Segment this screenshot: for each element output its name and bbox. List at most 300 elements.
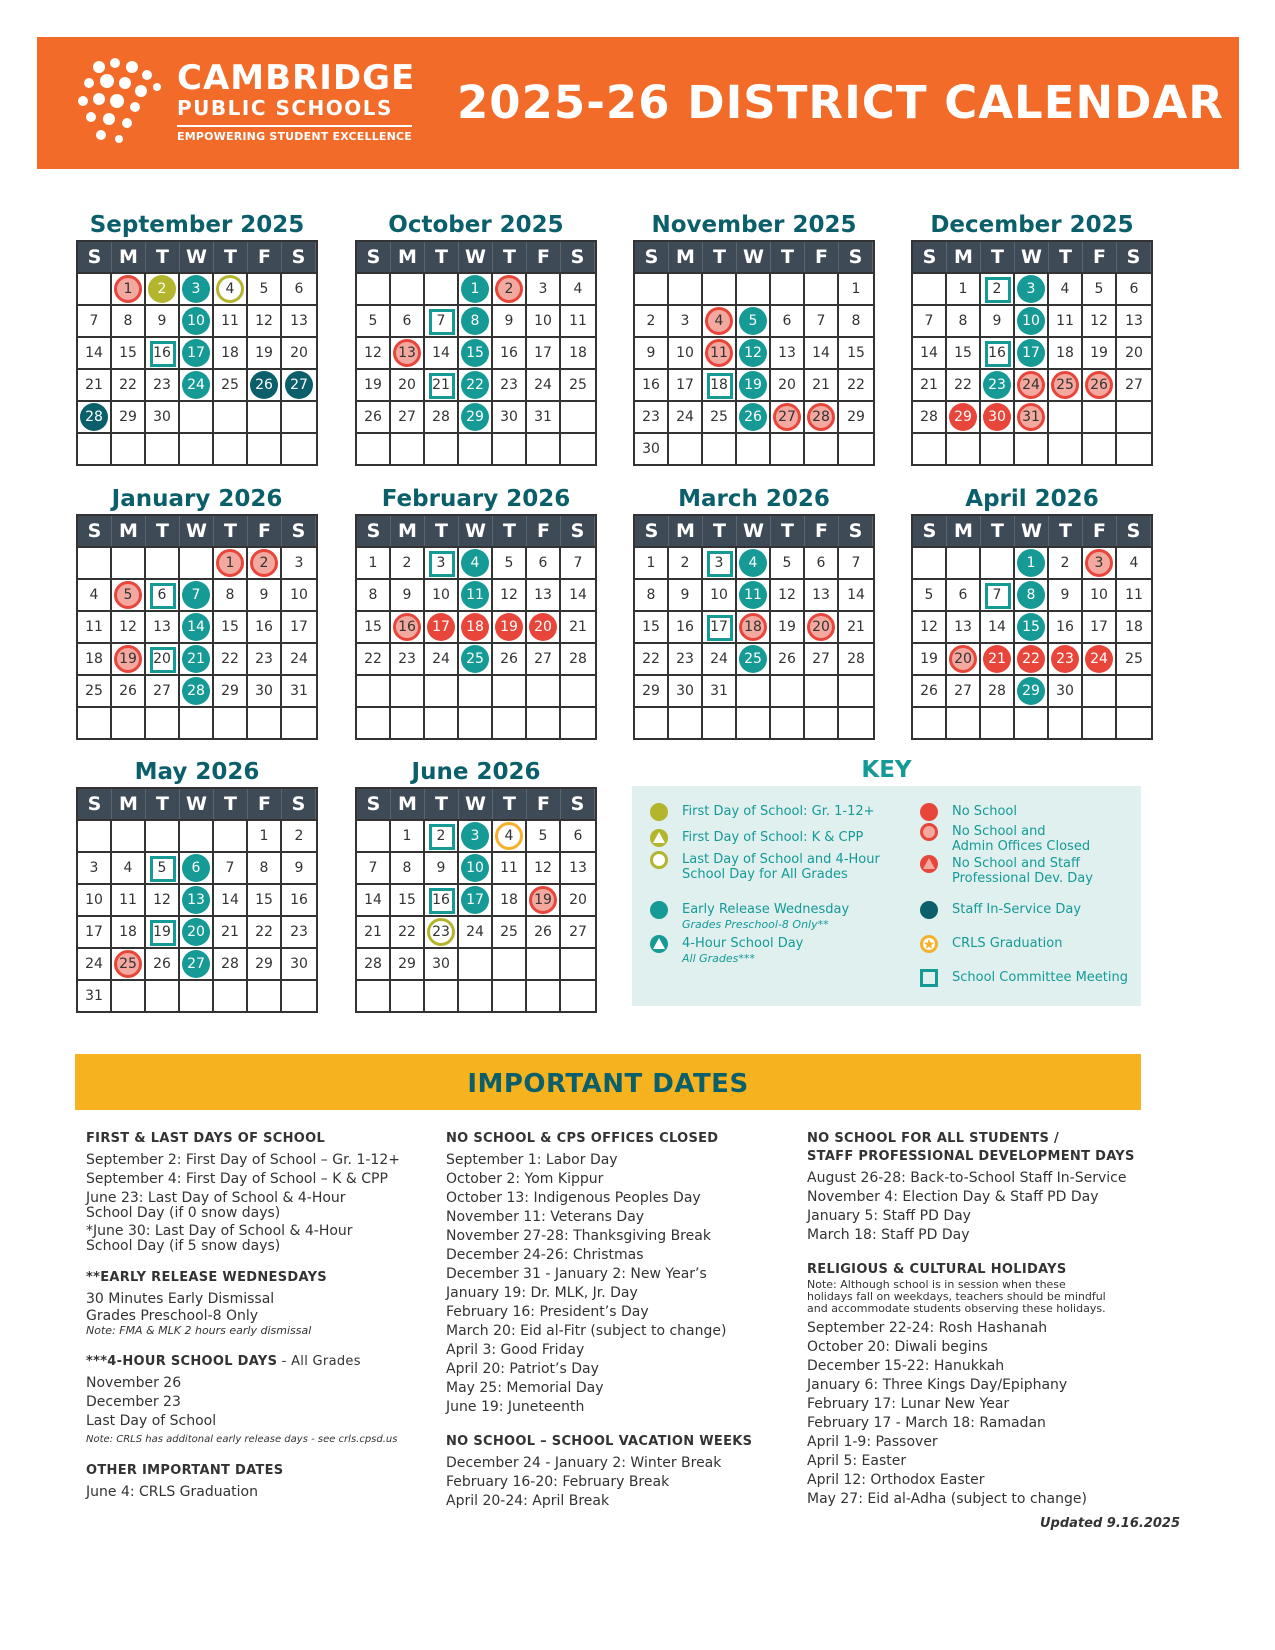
day-cell[interactable] [459,272,493,304]
day-cell[interactable] [78,947,112,979]
day-cell[interactable] [146,851,180,883]
day-cell[interactable] [1083,642,1117,674]
day-cell[interactable] [913,336,947,368]
day-cell[interactable] [282,336,316,368]
day-cell[interactable] [561,610,595,642]
day-cell[interactable] [78,336,112,368]
day-cell[interactable] [391,883,425,915]
day-cell[interactable] [493,368,527,400]
day-cell[interactable] [947,400,981,432]
day-cell[interactable] [527,642,561,674]
day-cell[interactable] [1015,610,1049,642]
day-cell[interactable] [1117,272,1151,304]
day-cell[interactable] [981,272,1015,304]
day-cell[interactable] [459,578,493,610]
day-cell[interactable] [527,304,561,336]
day-cell[interactable] [493,915,527,947]
day-cell[interactable] [180,947,214,979]
day-cell[interactable] [635,336,669,368]
day-cell[interactable] [248,368,282,400]
day-cell[interactable] [947,336,981,368]
day-cell[interactable] [112,272,146,304]
day-cell[interactable] [391,368,425,400]
day-cell[interactable] [146,947,180,979]
day-cell[interactable] [771,368,805,400]
day-cell[interactable] [78,883,112,915]
day-cell[interactable] [180,368,214,400]
day-cell[interactable] [913,400,947,432]
day-cell[interactable] [1015,674,1049,706]
day-cell[interactable] [1049,674,1083,706]
day-cell[interactable] [214,304,248,336]
day-cell[interactable] [669,610,703,642]
day-cell[interactable] [180,336,214,368]
day-cell[interactable] [669,674,703,706]
day-cell[interactable] [913,578,947,610]
day-cell[interactable] [527,272,561,304]
day-cell[interactable] [112,578,146,610]
day-cell[interactable] [282,674,316,706]
day-cell[interactable] [771,304,805,336]
day-cell[interactable] [214,642,248,674]
day-cell[interactable] [635,674,669,706]
day-cell[interactable] [282,546,316,578]
day-cell[interactable] [425,915,459,947]
day-cell[interactable] [527,851,561,883]
day-cell[interactable] [1117,336,1151,368]
day-cell[interactable] [357,304,391,336]
day-cell[interactable] [391,819,425,851]
day-cell[interactable] [214,947,248,979]
day-cell[interactable] [839,400,873,432]
day-cell[interactable] [561,819,595,851]
day-cell[interactable] [561,368,595,400]
day-cell[interactable] [805,400,839,432]
day-cell[interactable] [282,642,316,674]
day-cell[interactable] [635,368,669,400]
day-cell[interactable] [527,819,561,851]
day-cell[interactable] [391,642,425,674]
day-cell[interactable] [214,883,248,915]
day-cell[interactable] [947,674,981,706]
day-cell[interactable] [493,851,527,883]
day-cell[interactable] [112,368,146,400]
day-cell[interactable] [527,883,561,915]
day-cell[interactable] [1083,546,1117,578]
day-cell[interactable] [248,851,282,883]
day-cell[interactable] [282,578,316,610]
day-cell[interactable] [112,674,146,706]
day-cell[interactable] [669,368,703,400]
day-cell[interactable] [839,304,873,336]
day-cell[interactable] [78,400,112,432]
day-cell[interactable] [180,610,214,642]
day-cell[interactable] [180,642,214,674]
day-cell[interactable] [248,578,282,610]
day-cell[interactable] [493,400,527,432]
day-cell[interactable] [1083,610,1117,642]
day-cell[interactable] [357,915,391,947]
day-cell[interactable] [425,819,459,851]
day-cell[interactable] [1049,368,1083,400]
day-cell[interactable] [527,400,561,432]
day-cell[interactable] [1083,336,1117,368]
day-cell[interactable] [981,336,1015,368]
day-cell[interactable] [357,400,391,432]
day-cell[interactable] [703,400,737,432]
day-cell[interactable] [1117,578,1151,610]
day-cell[interactable] [78,304,112,336]
day-cell[interactable] [180,883,214,915]
day-cell[interactable] [947,272,981,304]
day-cell[interactable] [214,546,248,578]
day-cell[interactable] [282,610,316,642]
day-cell[interactable] [635,578,669,610]
day-cell[interactable] [248,336,282,368]
day-cell[interactable] [493,578,527,610]
day-cell[interactable] [459,368,493,400]
day-cell[interactable] [771,400,805,432]
day-cell[interactable] [737,610,771,642]
day-cell[interactable] [981,304,1015,336]
day-cell[interactable] [391,304,425,336]
day-cell[interactable] [635,546,669,578]
day-cell[interactable] [112,336,146,368]
day-cell[interactable] [282,915,316,947]
day-cell[interactable] [561,642,595,674]
day-cell[interactable] [561,851,595,883]
day-cell[interactable] [805,642,839,674]
day-cell[interactable] [459,851,493,883]
day-cell[interactable] [703,546,737,578]
day-cell[interactable] [703,336,737,368]
day-cell[interactable] [214,915,248,947]
day-cell[interactable] [1015,272,1049,304]
day-cell[interactable] [493,304,527,336]
day-cell[interactable] [112,610,146,642]
day-cell[interactable] [771,642,805,674]
day-cell[interactable] [839,610,873,642]
day-cell[interactable] [913,610,947,642]
day-cell[interactable] [1083,578,1117,610]
day-cell[interactable] [1015,578,1049,610]
day-cell[interactable] [146,642,180,674]
day-cell[interactable] [561,272,595,304]
day-cell[interactable] [947,610,981,642]
day-cell[interactable] [1049,642,1083,674]
day-cell[interactable] [913,368,947,400]
day-cell[interactable] [391,336,425,368]
day-cell[interactable] [78,610,112,642]
day-cell[interactable] [146,272,180,304]
day-cell[interactable] [248,546,282,578]
day-cell[interactable] [425,368,459,400]
day-cell[interactable] [805,546,839,578]
day-cell[interactable] [493,883,527,915]
day-cell[interactable] [527,336,561,368]
day-cell[interactable] [737,642,771,674]
day-cell[interactable] [425,851,459,883]
day-cell[interactable] [737,546,771,578]
day-cell[interactable] [459,336,493,368]
day-cell[interactable] [357,578,391,610]
day-cell[interactable] [913,304,947,336]
day-cell[interactable] [913,642,947,674]
day-cell[interactable] [78,674,112,706]
day-cell[interactable] [112,304,146,336]
day-cell[interactable] [180,851,214,883]
day-cell[interactable] [459,819,493,851]
day-cell[interactable] [737,578,771,610]
day-cell[interactable] [947,304,981,336]
day-cell[interactable] [248,883,282,915]
day-cell[interactable] [248,642,282,674]
day-cell[interactable] [146,674,180,706]
day-cell[interactable] [248,947,282,979]
day-cell[interactable] [561,578,595,610]
day-cell[interactable] [180,578,214,610]
day-cell[interactable] [78,642,112,674]
day-cell[interactable] [1015,336,1049,368]
day-cell[interactable] [248,304,282,336]
day-cell[interactable] [1117,304,1151,336]
day-cell[interactable] [737,368,771,400]
day-cell[interactable] [459,400,493,432]
day-cell[interactable] [248,610,282,642]
day-cell[interactable] [493,336,527,368]
day-cell[interactable] [78,578,112,610]
day-cell[interactable] [180,272,214,304]
day-cell[interactable] [1015,546,1049,578]
day-cell[interactable] [180,304,214,336]
day-cell[interactable] [1049,546,1083,578]
day-cell[interactable] [78,915,112,947]
day-cell[interactable] [669,304,703,336]
day-cell[interactable] [1049,336,1083,368]
day-cell[interactable] [1117,610,1151,642]
day-cell[interactable] [214,578,248,610]
day-cell[interactable] [146,915,180,947]
day-cell[interactable] [391,947,425,979]
day-cell[interactable] [1049,610,1083,642]
day-cell[interactable] [459,546,493,578]
day-cell[interactable] [493,272,527,304]
day-cell[interactable] [1083,272,1117,304]
day-cell[interactable] [561,336,595,368]
day-cell[interactable] [146,304,180,336]
day-cell[interactable] [737,304,771,336]
day-cell[interactable] [425,610,459,642]
day-cell[interactable] [635,610,669,642]
day-cell[interactable] [561,304,595,336]
day-cell[interactable] [561,883,595,915]
day-cell[interactable] [459,883,493,915]
day-cell[interactable] [146,368,180,400]
day-cell[interactable] [1117,642,1151,674]
day-cell[interactable] [214,610,248,642]
day-cell[interactable] [357,368,391,400]
day-cell[interactable] [805,368,839,400]
day-cell[interactable] [391,400,425,432]
day-cell[interactable] [981,674,1015,706]
day-cell[interactable] [527,546,561,578]
day-cell[interactable] [771,546,805,578]
day-cell[interactable] [78,979,112,1011]
day-cell[interactable] [112,947,146,979]
day-cell[interactable] [214,674,248,706]
day-cell[interactable] [527,578,561,610]
day-cell[interactable] [282,947,316,979]
day-cell[interactable] [1049,578,1083,610]
day-cell[interactable] [493,546,527,578]
day-cell[interactable] [703,368,737,400]
day-cell[interactable] [214,851,248,883]
day-cell[interactable] [981,610,1015,642]
day-cell[interactable] [839,642,873,674]
day-cell[interactable] [1049,304,1083,336]
day-cell[interactable] [282,883,316,915]
day-cell[interactable] [425,883,459,915]
day-cell[interactable] [248,674,282,706]
day-cell[interactable] [493,819,527,851]
day-cell[interactable] [669,336,703,368]
day-cell[interactable] [425,642,459,674]
day-cell[interactable] [1049,272,1083,304]
day-cell[interactable] [112,883,146,915]
day-cell[interactable] [669,642,703,674]
day-cell[interactable] [805,610,839,642]
day-cell[interactable] [635,642,669,674]
day-cell[interactable] [839,368,873,400]
day-cell[interactable] [214,272,248,304]
day-cell[interactable] [282,368,316,400]
day-cell[interactable] [947,368,981,400]
day-cell[interactable] [839,546,873,578]
day-cell[interactable] [282,851,316,883]
day-cell[interactable] [357,546,391,578]
day-cell[interactable] [357,336,391,368]
day-cell[interactable] [493,642,527,674]
day-cell[interactable] [703,578,737,610]
day-cell[interactable] [425,546,459,578]
day-cell[interactable] [981,578,1015,610]
day-cell[interactable] [146,336,180,368]
day-cell[interactable] [669,578,703,610]
day-cell[interactable] [391,915,425,947]
day-cell[interactable] [391,546,425,578]
day-cell[interactable] [669,546,703,578]
day-cell[interactable] [146,883,180,915]
day-cell[interactable] [839,336,873,368]
day-cell[interactable] [282,819,316,851]
day-cell[interactable] [248,819,282,851]
day-cell[interactable] [703,674,737,706]
day-cell[interactable] [425,947,459,979]
day-cell[interactable] [527,368,561,400]
day-cell[interactable] [112,642,146,674]
day-cell[interactable] [1015,400,1049,432]
day-cell[interactable] [527,915,561,947]
day-cell[interactable] [1083,304,1117,336]
day-cell[interactable] [737,400,771,432]
day-cell[interactable] [180,915,214,947]
day-cell[interactable] [425,336,459,368]
day-cell[interactable] [1117,368,1151,400]
day-cell[interactable] [703,642,737,674]
day-cell[interactable] [635,400,669,432]
day-cell[interactable] [635,304,669,336]
day-cell[interactable] [703,610,737,642]
day-cell[interactable] [1083,368,1117,400]
day-cell[interactable] [146,400,180,432]
day-cell[interactable] [357,610,391,642]
day-cell[interactable] [493,610,527,642]
day-cell[interactable] [1015,304,1049,336]
day-cell[interactable] [459,915,493,947]
day-cell[interactable] [357,642,391,674]
day-cell[interactable] [669,400,703,432]
day-cell[interactable] [112,915,146,947]
day-cell[interactable] [459,610,493,642]
day-cell[interactable] [112,851,146,883]
day-cell[interactable] [248,915,282,947]
day-cell[interactable] [737,336,771,368]
day-cell[interactable] [947,642,981,674]
day-cell[interactable] [357,851,391,883]
day-cell[interactable] [771,610,805,642]
day-cell[interactable] [1015,368,1049,400]
day-cell[interactable] [146,610,180,642]
day-cell[interactable] [391,851,425,883]
day-cell[interactable] [180,674,214,706]
day-cell[interactable] [805,336,839,368]
day-cell[interactable] [425,400,459,432]
day-cell[interactable] [391,578,425,610]
day-cell[interactable] [981,642,1015,674]
day-cell[interactable] [425,304,459,336]
day-cell[interactable] [839,272,873,304]
day-cell[interactable] [425,578,459,610]
day-cell[interactable] [1117,546,1151,578]
day-cell[interactable] [561,546,595,578]
district-logo[interactable] [77,57,417,152]
day-cell[interactable] [146,578,180,610]
day-cell[interactable] [839,578,873,610]
day-cell[interactable] [1015,642,1049,674]
day-cell[interactable] [459,304,493,336]
day-cell[interactable] [635,432,669,464]
day-cell[interactable] [527,610,561,642]
day-cell[interactable] [282,304,316,336]
day-cell[interactable] [771,578,805,610]
day-cell[interactable] [214,336,248,368]
day-cell[interactable] [805,578,839,610]
day-cell[interactable] [282,272,316,304]
day-cell[interactable] [78,368,112,400]
day-cell[interactable] [947,578,981,610]
day-cell[interactable] [771,336,805,368]
day-cell[interactable] [805,304,839,336]
day-cell[interactable] [357,947,391,979]
day-cell[interactable] [78,851,112,883]
day-cell[interactable] [981,400,1015,432]
day-cell[interactable] [112,400,146,432]
day-cell[interactable] [913,674,947,706]
day-cell[interactable] [357,883,391,915]
day-cell[interactable] [981,368,1015,400]
day-cell[interactable] [248,272,282,304]
day-cell[interactable] [391,610,425,642]
